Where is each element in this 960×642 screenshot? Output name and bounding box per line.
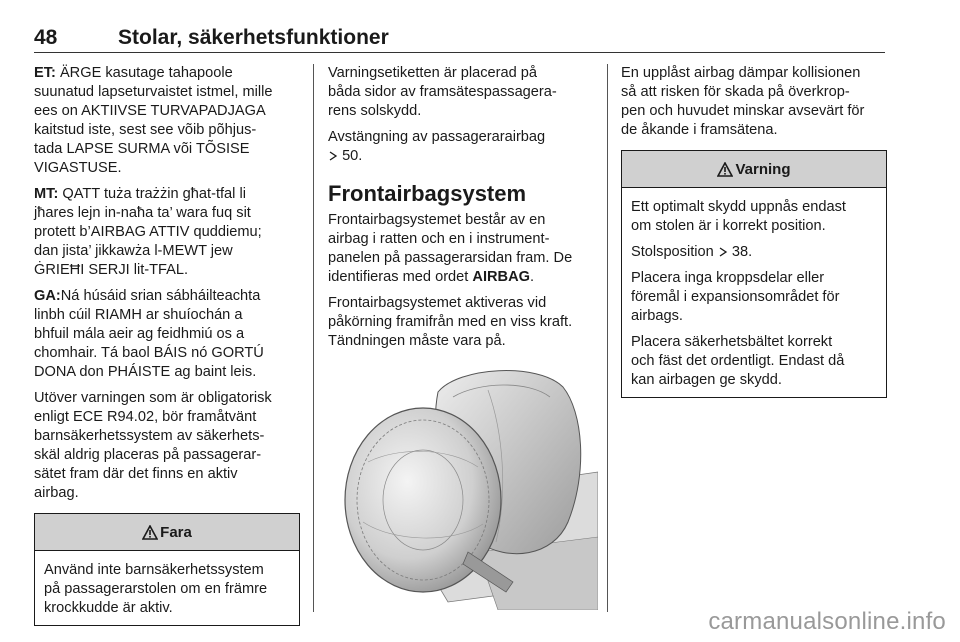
estonian-warning: ET: ÄRGE kasutage tahapoole suunatud lapseturvaistet istmel, mille ees on AKTIIVSE TURVAPADJAGA kaitstud iste, sest see võib põhjus- tada LAPSE SURMA või TÕSISE VIGASTUSE.	[34, 65, 273, 176]
column-divider-2	[607, 64, 608, 612]
warning-triangle-icon	[142, 525, 158, 540]
column-2	[328, 64, 598, 358]
irish-warning: GA:Ná húsáid srian sábháilteachta linbh cúil RIAMH ar shuíochán a bhfuil mála aeir ag feidhmiú os a chomhair. Tá baol BÁIS nó GORTÚ DONA don PHÁISTE ag baint leis.	[34, 288, 264, 380]
page-reference[interactable]: 38.	[731, 244, 753, 260]
lang-label-ga: GA:	[34, 288, 61, 304]
airbag-effect-paragraph: En upplåst airbag dämpar kollisionen så att risken för skada på överkrop- pen och huvudet minskar avsevärt för de åkande i framsätena.	[621, 65, 865, 138]
page-reference-icon	[328, 151, 338, 161]
varning-body: Ett optimalt skydd uppnås endast om stolen är i korrekt position. Stolsposition 38. Placera inga kroppsdelar eller föremål i expansionsområdet för airbags. Placera säkerhetsbältet korrekt och fäst det ordentligt. Endast då kan airbagen ge skydd.	[631, 199, 846, 388]
fara-body: Använd inte barnsäkerhetssystem på passagerarstolen om en främre krockkudde är aktiv.	[44, 562, 268, 616]
page-number: 48	[34, 26, 58, 49]
fara-title: Fara	[160, 523, 192, 541]
fara-header	[35, 514, 299, 551]
system-description-paragraph: Frontairbagsystemet består av en airbag i ratten och en i instrument- panelen på passagerarsidan fram. De identifieras med ordet AIRBAG.	[328, 212, 573, 285]
column-1	[34, 64, 300, 626]
lang-label-et: ET:	[34, 65, 56, 81]
varning-title: Varning	[735, 160, 791, 178]
watermark: carmanualsonline.info	[708, 608, 946, 635]
varning-header	[622, 151, 886, 188]
varning-box	[621, 150, 887, 398]
maltese-warning: MT: QATT tuża trażżin għat-tfal li jħares lejn in-naħa ta’ wara fuq sit protett b’AIRBAG ATTIV quddiemu; dan jista’ jikkawża l-MEWT jew ĠRIEĦI SERJI lit-TFAL.	[34, 186, 262, 278]
airbag-word: AIRBAG	[472, 269, 530, 285]
warning-triangle-icon	[717, 162, 733, 177]
deactivation-paragraph: Avstängning av passagerarairbag 50.	[328, 129, 546, 164]
lang-label-mt: MT:	[34, 186, 59, 202]
airbag-illustration	[328, 352, 598, 610]
header-rule	[34, 52, 885, 53]
page-reference-icon	[718, 247, 728, 257]
label-location-paragraph: Varningsetiketten är placerad på båda sidor av framsätespassagera- rens solskydd.	[328, 65, 557, 119]
section-heading: Frontairbagsystem	[328, 181, 527, 206]
ece-paragraph: Utöver varningen som är obligatorisk enligt ECE R94.02, bör framåtvänt barnsäkerhetssystem av säkerhets- skäl aldrig placeras på passagerar- sätet fram där det finns en aktiv airbag.	[34, 390, 272, 501]
fara-box	[34, 513, 300, 626]
page-header	[34, 26, 884, 50]
page-reference[interactable]: 50.	[342, 148, 363, 164]
column-divider-1	[313, 64, 314, 612]
page-title: Stolar, säkerhetsfunktioner	[118, 26, 389, 49]
activation-paragraph: Frontairbagsystemet aktiveras vid påkörning framifrån med en viss kraft. Tändningen måste vara på.	[328, 295, 573, 349]
column-3	[621, 64, 887, 398]
